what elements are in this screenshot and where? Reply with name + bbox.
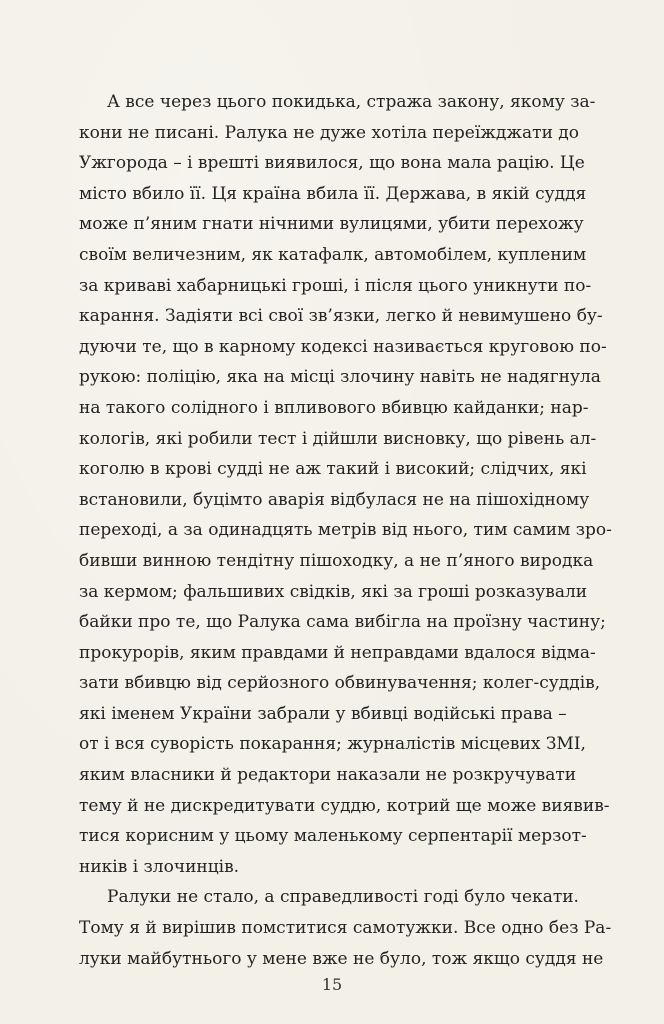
paragraph-2: [79, 882, 612, 974]
text-line: Ралуки не стало, а справедливості годі було чекати.: [107, 887, 579, 908]
text-line: прокурорів, яким правдами й неправдами вдалося відма-: [79, 642, 596, 663]
text-line: за кермом; фальшивих свідків, які за гроші розказували: [79, 581, 588, 602]
text-line: от і вся суворість покарання; журналістів місцевих ЗМІ,: [79, 734, 586, 755]
text-line: А все через цього покидька, стража закону, якому за-: [107, 92, 596, 112]
text-line: зати вбивцю від серйозного обвинувачення; колег-суддів,: [79, 673, 601, 694]
text-line: встановили, буцімто аварія відбулася не на пішохідному: [79, 489, 590, 510]
text-line: яким власники й редактори наказали не розкручувати: [79, 765, 577, 786]
text-line: тися корисним у цьому маленькому серпентарії мерзот-: [79, 826, 587, 847]
text-line: на такого солідного і впливового вбивцю кайданки; нар-: [79, 397, 589, 418]
text-line: кони не писані. Ралука не дуже хотіла переїжджати до: [79, 122, 580, 143]
paragraph-1: [79, 87, 612, 882]
text-line: ників і злочинців.: [79, 856, 240, 877]
text-line: за криваві хабарницькі гроші, і після цього уникнути по-: [79, 275, 592, 296]
text-line: місто вбило її. Ця країна вбила її. Держава, в якій суддя: [79, 183, 587, 204]
text-line: може п’яним гнати нічними вулицями, убити перехожу: [79, 214, 584, 235]
text-line: переході, а за одинадцять метрів від нього, тим самим зро-: [79, 520, 612, 541]
text-line: рукою: поліцію, яка на місці злочину навіть не надягнула: [79, 367, 601, 388]
text-line: які іменем України забрали у вбивці водійські права –: [79, 703, 567, 724]
text-line: коголю в крові судді не аж такий і високий; слідчих, які: [79, 459, 587, 480]
text-line: своїм величезним, як катафалк, автомобілем, купленим: [79, 244, 587, 265]
text-line: Ужгорода – і врешті виявилося, що вона мала рацію. Це: [79, 153, 585, 174]
text-line: бивши винною тендітну пішоходку, а не п’яного виродка: [79, 550, 594, 571]
text-line: кологів, які робили тест і дійшли висновку, що рівень ал-: [79, 428, 597, 449]
text-line: тему й не дискредитувати суддю, котрий ще може виявив-: [79, 795, 610, 816]
text-line: Тому я й вирішив помститися самотужки. Все одно без Ра-: [79, 918, 612, 939]
body-text: [79, 87, 612, 974]
page-number: 15: [321, 975, 343, 994]
text-line: луки майбутнього у мене вже не було, тож якщо суддя не: [79, 948, 604, 969]
text-line: дуючи те, що в карному кодексі називається круговою по-: [79, 336, 607, 357]
text-line: карання. Задіяти всі свої зв’язки, легко й невимушено бу-: [79, 306, 603, 327]
text-line: байки про те, що Ралука сама вибігла на проїзну частину;: [79, 612, 606, 633]
